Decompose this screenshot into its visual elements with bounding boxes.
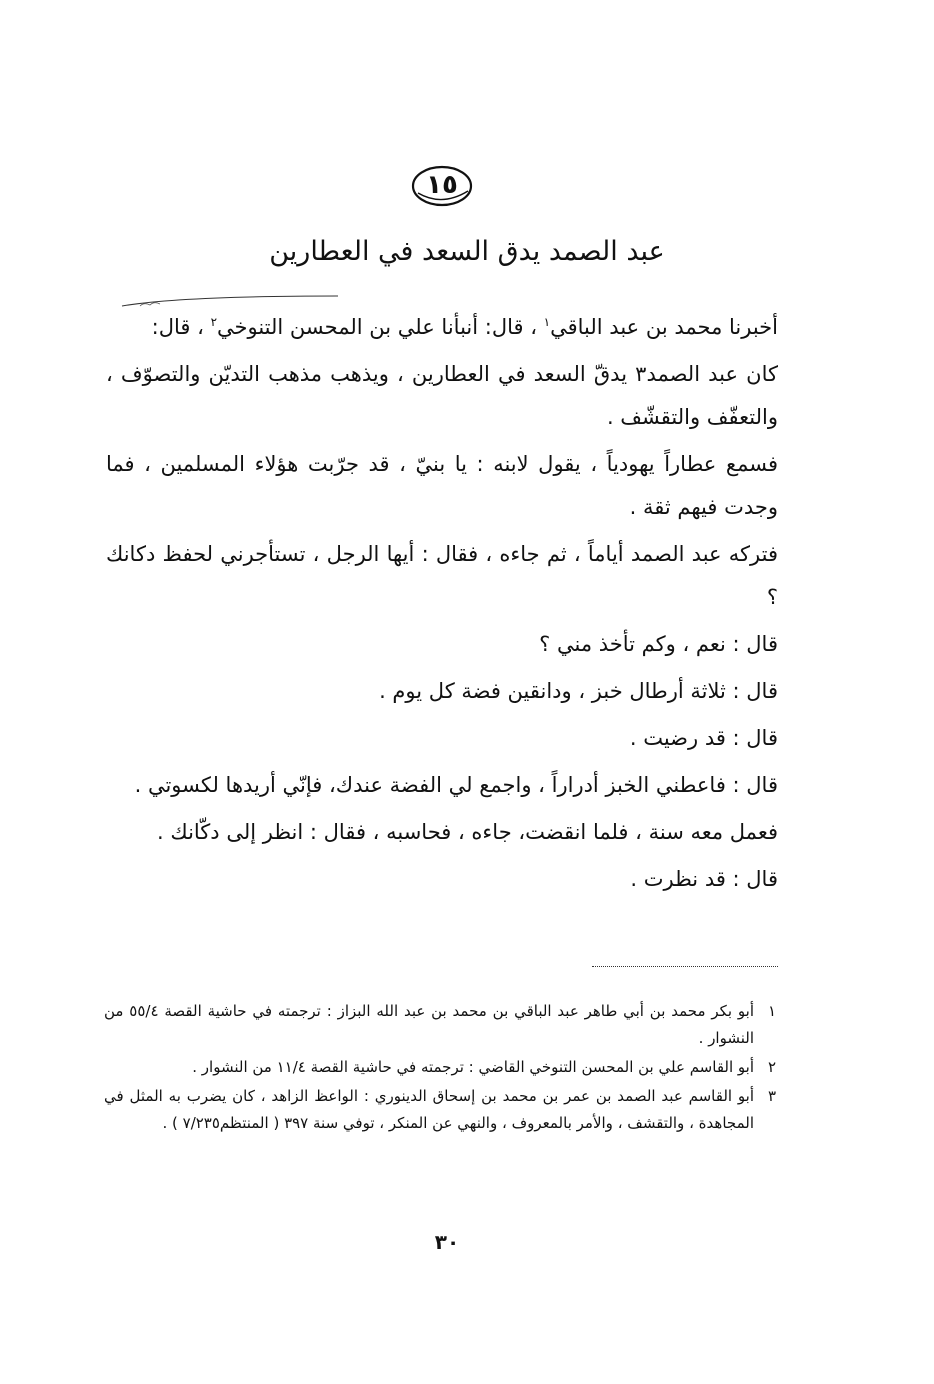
paragraph: قال : قد رضيت . [629,726,778,750]
isnad-part-1: أخبرنا محمد بن عبد الباقي [550,315,778,339]
isnad-part-3: ، قال: [151,315,211,339]
chapter-title: عبد الصمد يدق السعد في العطارين [269,236,665,267]
footnote-number: ٢ [767,1058,776,1076]
paragraph: قال : فاعطني الخبز أدراراً ، واجمع لي الفضة عندك، فإنّي أريدها لكسوتي . [134,773,778,797]
chapter-number: ١٥ [426,170,458,200]
paragraph: قال : نعم ، وكم تأخذ مني ؟ [539,632,778,656]
footnote-number: ٣ [767,1087,776,1105]
paragraph: قال : ثلاثة أرطال خبز ، ودانقين فضة كل يوم . [379,679,778,703]
footnote-item [104,998,776,1052]
footnote-ref-2: ٢ [210,315,218,329]
paragraph: فسمع عطاراً يهودياً ، يقول لابنه : يا بنيّ ، قد جرّبت هؤلاء المسلمين ، فما وجدت فيهم ثقة . [106,452,778,519]
footnote-number: ١ [767,1002,776,1020]
paragraph-isnad [106,306,778,349]
footnote-text: أبو القاسم عبد الصمد بن عمر بن محمد بن إسحاق الدينوري : الواعظ الزاهد ، كان يضرب به المثل في المجاهدة ، والتقشف ، والأمر بالمعروف ، والنهي عن المنكر ، توفي سنة ٣٩٧ ( المنتظم٧/٢٣٥ ) . [104,1087,754,1132]
footnotes [104,998,776,1139]
footnote-ref-1: ١ [543,315,551,329]
chapter-number-badge [410,163,474,209]
story-body [106,306,778,901]
footnote-separator [592,966,778,967]
footnote-text: أبو القاسم علي بن المحسن التنوخي القاضي : ترجمته في حاشية القصة ١١/٤ من النشوار . [192,1058,754,1076]
footnote-item [104,1054,776,1081]
page-number: ٣٠ [434,1230,460,1254]
isnad-part-2: ، قال: أنبأنا علي بن المحسن التنوخي [217,315,544,339]
footnote-text: أبو بكر محمد بن أبي طاهر عبد الباقي بن محمد بن عبد الله البزاز : ترجمته في حاشية القصة ٥٥/٤ من النشوار . [104,1002,754,1047]
paragraph: فتركه عبد الصمد أياماً ، ثم جاءه ، فقال : أيها الرجل ، تستأجرني لحفظ دكانك ؟ [106,542,778,609]
paragraph: كان عبد الصمد٣ يدقّ السعد في العطارين ، ويذهب مذهب التديّن والتصوّف ، والتعفّف والتقشّف . [106,362,778,429]
paragraph: فعمل معه سنة ، فلما انقضت، جاءه ، فحاسبه ، فقال : انظر إلى دكّانك . [157,820,778,844]
paragraph: قال : قد نظرت . [630,867,778,891]
footnote-item [104,1083,776,1137]
